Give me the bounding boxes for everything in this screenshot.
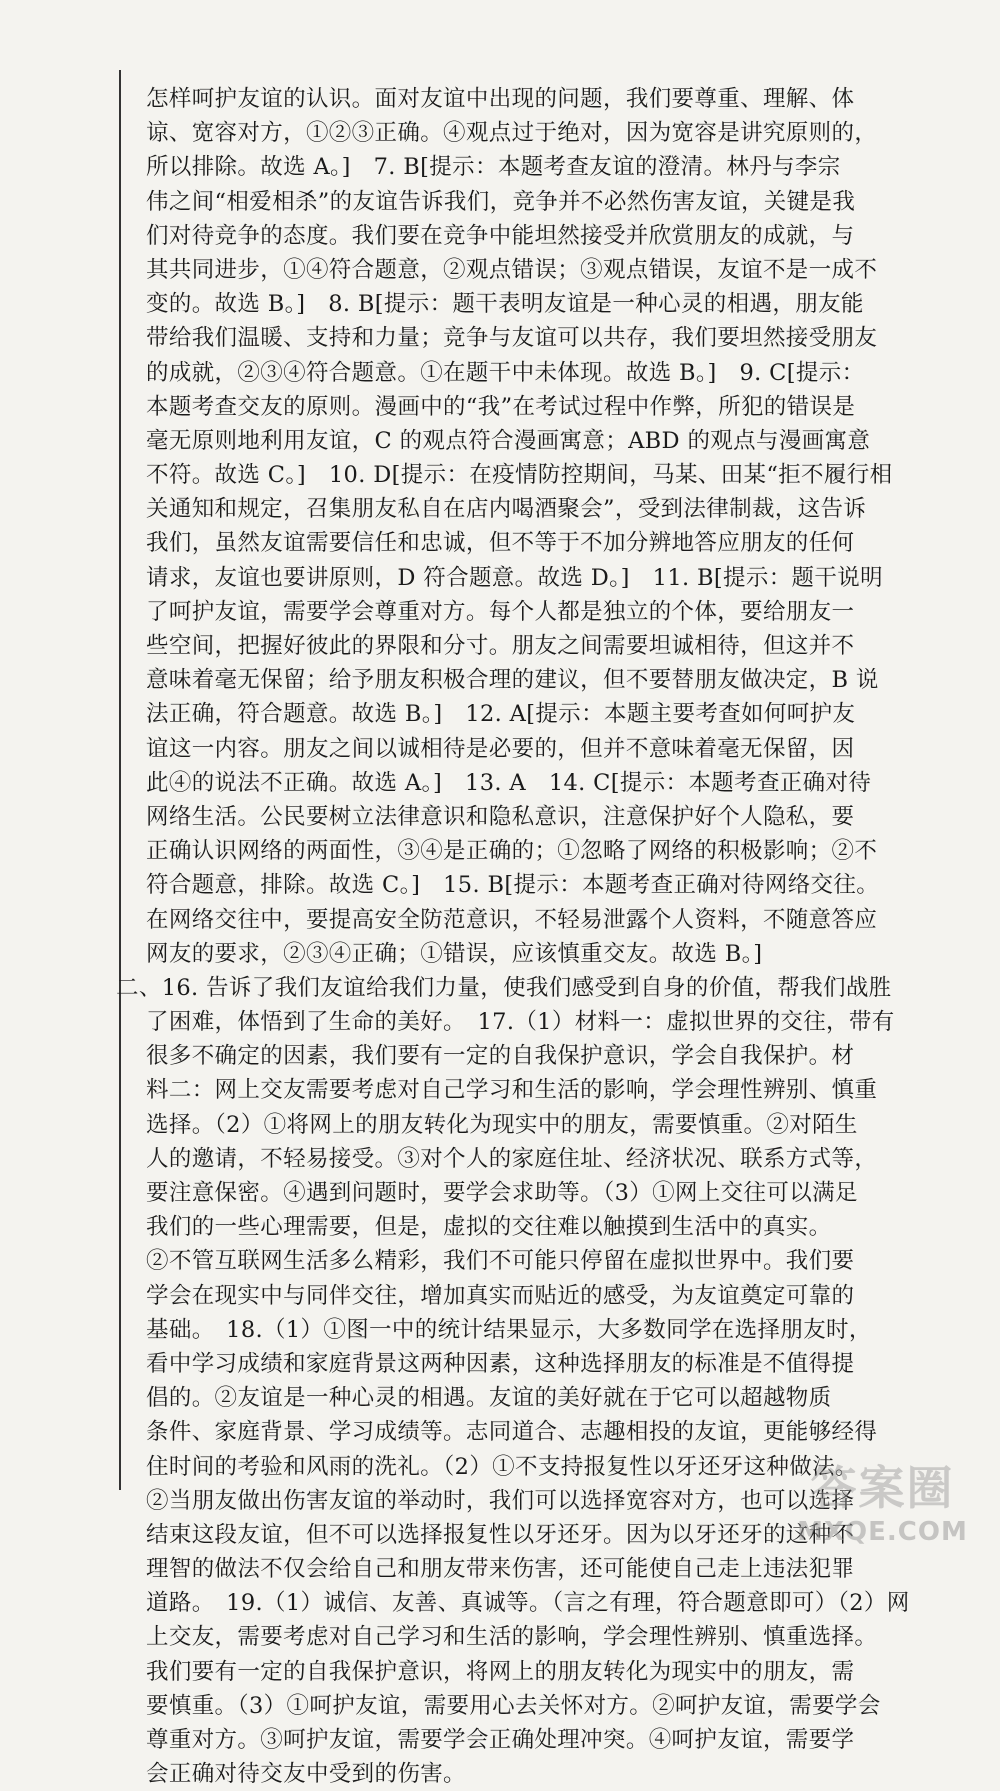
text-line: 关通知和规定，召集朋友私自在店内喝酒聚会”，受到法律制裁，这告诉 [146,496,867,523]
watermark-url: MXQE.COM [797,1517,968,1547]
text-line: 们对待竞争的态度。我们要在竞争中能坦然接受并欣赏朋友的成就，与 [146,222,855,249]
short-answer-explanations [146,1005,978,1791]
text-line: 会正确对待交友中受到的伤害。 [146,1761,466,1788]
text-line: 网友的要求，②③④正确；①错误，应该慎重交友。故选 B。] [146,940,763,967]
section-two-first-line: 二、16. 告诉了我们友谊给我们力量，使我们感受到自身的价值，帮我们战胜 [116,974,892,1001]
text-line: 很多不确定的因素，我们要有一定的自我保护意识，学会自我保护。材 [146,1043,855,1070]
text-line: 些空间，把握好彼此的界限和分寸。朋友之间需要坦诚相待，但这并不 [146,633,855,659]
text-line: 谊这一内容。朋友之间以诚相待是必要的，但并不意味着毫无保留，因 [146,735,855,762]
text-line: 意味着毫无保留；给予朋友积极合理的建议，但不要替朋友做决定，B 说 [146,667,879,694]
text-line: 变的。故选 B。] 8. B[提示：题干表明友谊是一种心灵的相遇，朋友能 [146,291,864,318]
text-line: 符合题意，排除。故选 C。] 15. B[提示：本题考查正确对待网络交往。 [146,872,880,899]
text-line: 网络生活。公民要树立法律意识和隐私意识，注意保护好个人隐私，要 [146,803,855,830]
text-line: 的成就，②③④符合题意。①在题干中未体现。故选 B。] 9. C[提示： [146,359,865,386]
text-line: ②不管互联网生活多么精彩，我们不可能只停留在虚拟世界中。我们要 [146,1248,855,1275]
text-line: 我们要有一定的自我保护意识，将网上的朋友转化为现实中的朋友，需 [146,1658,855,1685]
text-line: 了困难，体悟到了生命的美好。 17.（1）材料一：虚拟世界的交往，带有 [146,1009,895,1036]
text-line: 法正确，符合题意。故选 B。] 12. A[提示：本题主要考查如何呵护友 [146,701,856,728]
text-line: 要慎重。（3）①呵护友谊，需要用心去关怀对方。②呵护友谊，需要学会 [146,1692,881,1719]
text-line: 此④的说法不正确。故选 A。] 13. A 14. C[提示：本题考查正确对待 [146,769,872,796]
text-line: 毫无原则地利用友谊，C 的观点符合漫画寓意；ABD 的观点与漫画寓意 [146,427,871,454]
text-line: 料二：网上交友需要考虑对自己学习和生活的影响，学会理性辨别、慎重 [146,1077,878,1104]
text-line: 本题考查交友的原则。漫画中的“我”在考试过程中作弊，所犯的错误是 [146,393,856,420]
watermark-logo: 答案圈 [810,1461,955,1515]
text-line: 基础。 18.（1）①图一中的统计结果显示，大多数同学在选择朋友时， [146,1316,872,1343]
text-line: 看中学习成绩和家庭背景这两种因素，这种选择朋友的标准是不值得提 [146,1350,855,1377]
text-line: 学会在现实中与同伴交往，增加真实而贴近的感受，为友谊奠定可靠的 [146,1282,855,1309]
text-line: 所以排除。故选 A。] 7. B[提示：本题考查友谊的澄清。林丹与李宗 [146,154,841,181]
text-line: 在网络交往中，要提高安全防范意识，不轻易泄露个人资料，不随意答应 [146,906,878,933]
text-line: 尊重对方。③呵护友谊，需要学会正确处理冲突。④呵护友谊，需要学 [146,1727,855,1753]
text-line: 我们，虽然友谊需要信任和忠诚，但不等于不加分辨地答应朋友的任何 [146,530,855,557]
text-line: 了呵护友谊，需要学会尊重对方。每个人都是独立的个体，要给朋友一 [146,598,855,625]
text-line: 谅、宽容对方，①②③正确。④观点过于绝对，因为宽容是讲究原则的， [146,120,878,147]
text-line: 要注意保密。④遇到问题时，要学会求助等。（3）①网上交往可以满足 [146,1180,858,1206]
binding-margin-line [119,70,121,1490]
text-line: 带给我们温暖、支持和力量；竞争与友谊可以共存，我们要坦然接受朋友 [146,325,878,352]
text-line: 人的邀请，不轻易接受。③对个人的家庭住址、经济状况、联系方式等， [146,1145,878,1172]
text-line: 住时间的考验和风雨的洗礼。（2）①不支持报复性以牙还牙这种做法。 [146,1453,858,1480]
text-line: 选择。（2）①将网上的朋友转化为现实中的朋友，需要慎重。②对陌生 [146,1111,858,1138]
text-line: 道路。 19.（1）诚信、友善、真诚等。（言之有理，符合题意即可）（2）网 [146,1590,910,1617]
text-line: 倡的。②友谊是一种心灵的相遇。友谊的美好就在于它可以超越物质 [146,1385,832,1412]
text-line: 其共同进步，①④符合题意，②观点错误；③观点错误，友谊不是一成不 [146,256,878,283]
multiple-choice-explanations [146,82,978,971]
text-line: 正确认识网络的两面性，③④是正确的；①忽略了网络的积极影响；②不 [146,838,878,865]
text-line: 请求，友谊也要讲原则，D 符合题意。故选 D。] 11. B[提示：题干说明 [146,564,883,591]
text-line: 理智的做法不仅会给自己和朋友带来伤害，还可能使自己走上违法犯罪 [146,1556,855,1583]
text-line: 上交友，需要考虑对自己学习和生活的影响，学会理性辨别、慎重选择。 [146,1624,878,1651]
text-line: ②当朋友做出伤害友谊的举动时，我们可以选择宽容对方，也可以选择 [146,1487,855,1514]
site-watermark [775,1455,990,1550]
text-line: 结束这段友谊，但不可以选择报复性以牙还牙。因为以牙还牙的这种不 [146,1521,855,1548]
text-line: 怎样呵护友谊的认识。面对友谊中出现的问题，我们要尊重、理解、体 [146,86,855,112]
text-line: 条件、家庭背景、学习成绩等。志同道合、志趣相投的友谊，更能够经得 [146,1419,878,1446]
text-line: 不符。故选 C。] 10. D[提示：在疫情防控期间，马某、田某“拒不履行相 [146,462,893,489]
text-line: 我们的一些心理需要，但是，虚拟的交往难以触摸到生活中的真实。 [146,1214,832,1241]
text-line: 伟之间“相爱相杀”的友谊告诉我们，竞争并不必然伤害友谊，关键是我 [146,188,856,215]
